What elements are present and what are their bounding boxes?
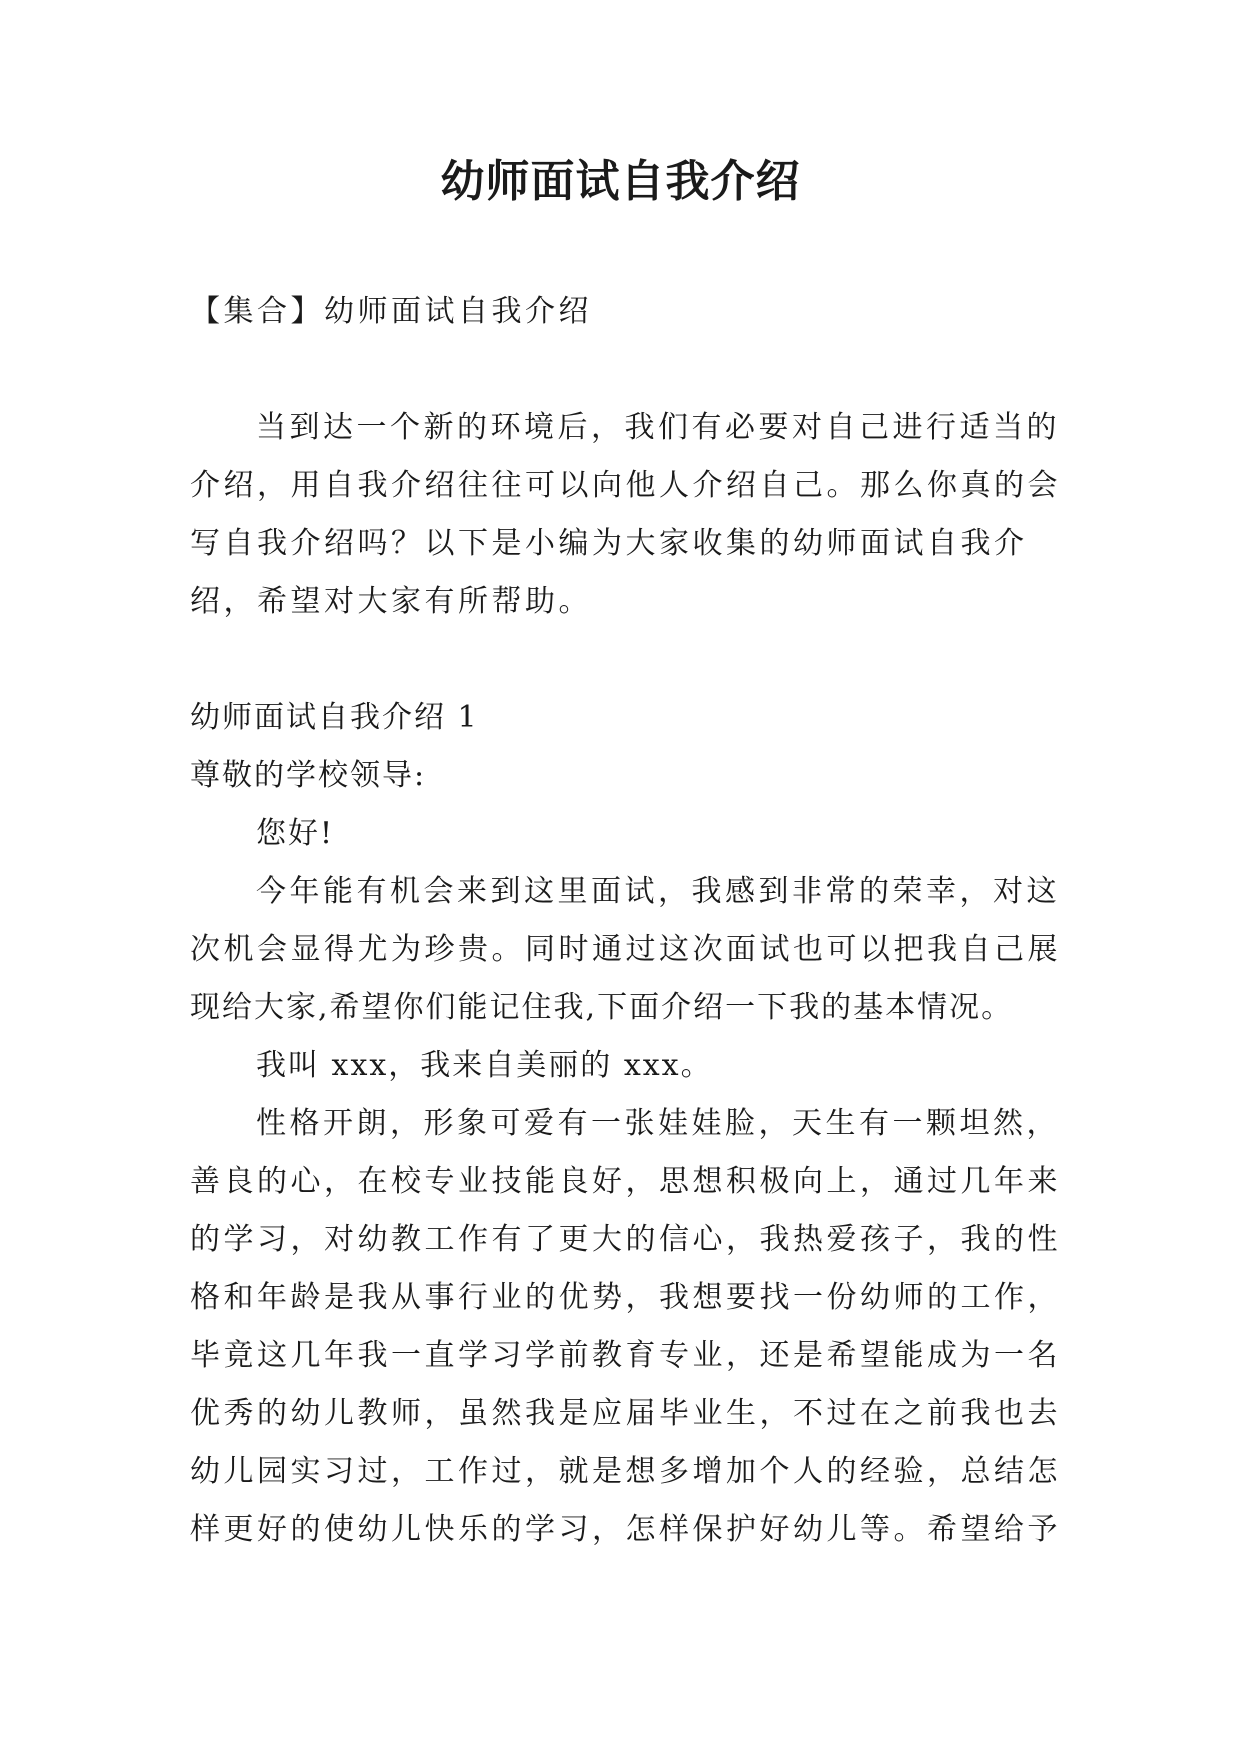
section-heading: 幼师面试自我介绍 1 (190, 700, 479, 735)
paragraph-line: 优秀的幼儿教师，虽然我是应届毕业生，不过在之前我也去 (190, 1396, 1061, 1431)
document-subtitle: 【集合】幼师面试自我介绍 (190, 294, 592, 329)
document-title: 幼师面试自我介绍 (440, 156, 801, 207)
paragraph-line: 格和年龄是我从事行业的优势，我想要找一份幼师的工作， (190, 1280, 1061, 1315)
intro-line: 绍，希望对大家有所帮助。 (190, 584, 592, 619)
intro-line: 写自我介绍吗？以下是小编为大家收集的幼师面试自我介 (190, 526, 1028, 561)
paragraph-line: 我叫 xxx，我来自美丽的 xxx。 (256, 1048, 713, 1083)
paragraph-line: 善良的心，在校专业技能良好，思想积极向上，通过几年来 (190, 1164, 1061, 1199)
paragraph-line: 性格开朗，形象可爱有一张娃娃脸，天生有一颗坦然， (256, 1106, 1060, 1141)
paragraph-line: 现给大家,希望你们能记住我,下面介绍一下我的基本情况。 (190, 990, 1014, 1025)
greeting: 您好! (256, 816, 335, 851)
paragraph-line: 毕竟这几年我一直学习学前教育专业，还是希望能成为一名 (190, 1338, 1061, 1373)
salutation: 尊敬的学校领导: (190, 758, 427, 793)
paragraph-line: 的学习，对幼教工作有了更大的信心，我热爱孩子，我的性 (190, 1222, 1061, 1257)
paragraph-line: 幼儿园实习过，工作过，就是想多增加个人的经验，总结怎 (190, 1454, 1061, 1489)
paragraph-line: 次机会显得尤为珍贵。同时通过这次面试也可以把我自己展 (190, 932, 1061, 967)
intro-line: 介绍，用自我介绍往往可以向他人介绍自己。那么你真的会 (190, 468, 1061, 503)
paragraph-line: 今年能有机会来到这里面试，我感到非常的荣幸，对这 (256, 874, 1060, 909)
intro-line: 当到达一个新的环境后，我们有必要对自己进行适当的 (256, 410, 1060, 445)
paragraph-line: 样更好的使幼儿快乐的学习，怎样保护好幼儿等。希望给予 (190, 1512, 1061, 1547)
